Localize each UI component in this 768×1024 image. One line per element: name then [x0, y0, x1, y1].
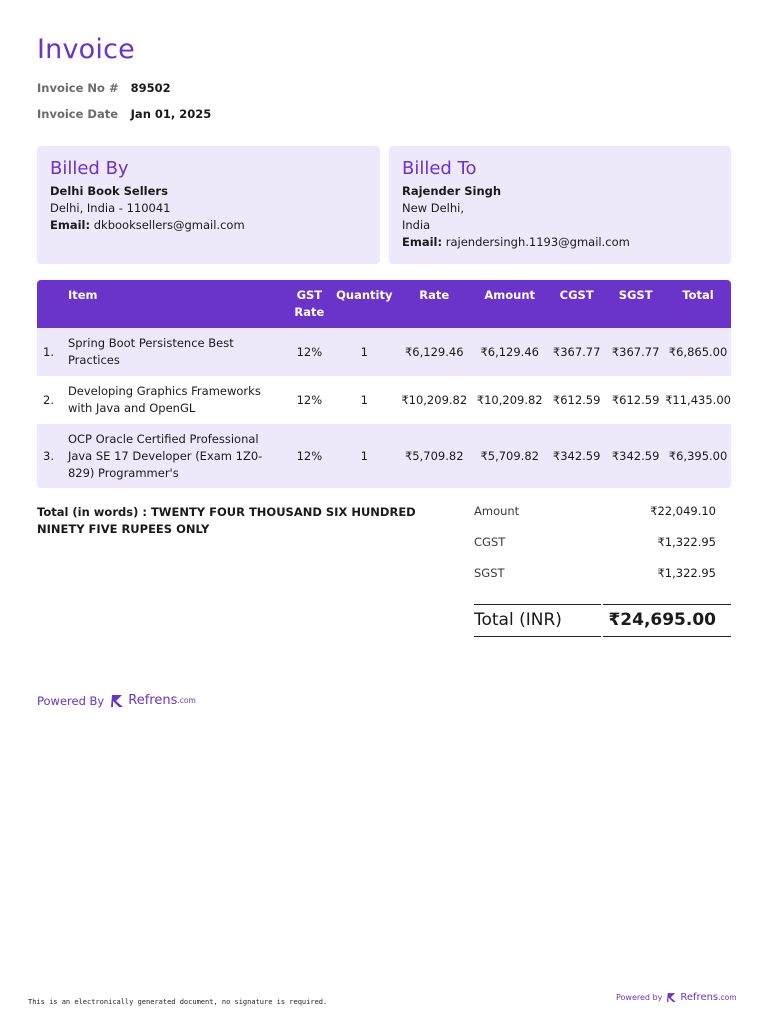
row-quantity: 1: [360, 392, 368, 407]
invoice-number-label: Invoice No #: [37, 81, 119, 95]
row-rate: ₹6,129.46: [404, 344, 464, 359]
billed-by-email: dkbooksellers@gmail.com: [93, 218, 245, 232]
summary-sgst-label: SGST: [474, 566, 505, 580]
footer-refrens-logo: [667, 992, 736, 1003]
row-cgst: ₹342.59: [552, 448, 601, 463]
row-amount: ₹5,709.82: [480, 448, 539, 463]
invoice-date-row: [37, 107, 211, 121]
billed-by-email-row: [50, 217, 367, 234]
grand-total-row: [474, 610, 716, 630]
billed-to-email-row: [402, 234, 718, 251]
row-rate: ₹10,209.82: [401, 392, 468, 407]
billed-by-email-label: Email:: [50, 218, 91, 232]
row-item-line1: Developing Graphics Frameworks: [67, 384, 261, 398]
billed-by-heading: Billed By: [50, 158, 129, 179]
footer-note: This is an electronically generated document, no signature is required.: [28, 998, 328, 1006]
refrens-logo: [111, 693, 196, 708]
row-item-line2: Practices: [67, 353, 120, 367]
invoice-number-row: [37, 81, 171, 95]
row-gst-rate: 12%: [296, 344, 323, 359]
summary-amount-label: Amount: [474, 504, 520, 518]
refrens-logo-icon: [667, 992, 678, 1003]
billed-to-email: rajendersingh.1193@gmail.com: [445, 235, 630, 249]
billed-by-address: Delhi, India - 110041: [50, 201, 171, 215]
billed-to-heading: Billed To: [402, 158, 477, 179]
grand-total-divider: [474, 604, 601, 605]
table-row: [37, 328, 731, 376]
header-rate: Rate: [419, 288, 450, 302]
row-item-line1: OCP Oracle Certified Professional: [67, 431, 259, 446]
billed-by-panel: [37, 146, 380, 264]
header-gst-rate-line2: Rate: [294, 305, 325, 319]
invoice-date-value: Jan 01, 2025: [130, 107, 212, 121]
billed-by-name: Delhi Book Sellers: [50, 184, 168, 198]
powered-by-badge[interactable]: [37, 693, 196, 708]
grand-total-divider: [474, 636, 601, 637]
row-sgst: ₹342.59: [611, 448, 660, 463]
grand-total-label: Total (INR): [474, 610, 562, 630]
row-total: ₹6,865.00: [668, 344, 728, 359]
billed-to-email-label: Email:: [402, 235, 443, 249]
footer-brand-name: Refrens: [680, 992, 719, 1003]
table-header-row: [37, 280, 731, 328]
summary-sgst-row: [474, 566, 716, 580]
summary-sgst-value: ₹1,322.95: [657, 566, 716, 580]
total-in-words: Total (in words) : TWENTY FOUR THOUSAND SIX HUNDRED NINETY FIVE RUPEES ONLY: [37, 505, 416, 536]
row-number: 3.: [43, 448, 54, 463]
header-amount: Amount: [484, 288, 536, 302]
row-cgst: ₹367.77: [552, 344, 601, 359]
header-gst-rate: [286, 280, 332, 328]
row-quantity: 1: [360, 344, 368, 359]
billed-to-panel: [389, 146, 731, 264]
row-amount: ₹6,129.46: [480, 344, 539, 359]
brand-name: Refrens: [128, 693, 178, 708]
grand-total-value: ₹24,695.00: [608, 610, 716, 630]
row-gst-rate: 12%: [296, 448, 323, 463]
header-number: [37, 280, 68, 328]
row-item: [68, 424, 286, 488]
header-quantity: Quantity: [336, 288, 393, 302]
invoice-title: Invoice: [37, 34, 135, 65]
row-item: [68, 328, 286, 376]
row-amount: ₹10,209.82: [476, 392, 543, 407]
summary-cgst-value: ₹1,322.95: [657, 535, 716, 549]
invoice-number-value: 89502: [130, 81, 171, 95]
row-item-line1: Spring Boot Persistence Best: [67, 336, 234, 350]
invoice-date-label: Invoice Date: [37, 107, 119, 121]
powered-by-label: Powered By: [37, 693, 105, 708]
row-total: ₹6,395.00: [668, 448, 728, 463]
row-gst-rate: 12%: [296, 392, 323, 407]
row-quantity: 1: [360, 448, 368, 463]
table-row: [37, 424, 731, 488]
row-sgst: ₹612.59: [611, 392, 660, 407]
row-sgst: ₹367.77: [611, 344, 660, 359]
row-item-line2: Java SE 17 Developer (Exam 1Z0-: [67, 448, 263, 463]
brand-suffix: .com: [177, 696, 196, 705]
grand-total-divider: [603, 604, 731, 605]
billed-to-address-line2: India: [402, 218, 431, 232]
table-row: [37, 376, 731, 424]
row-total: ₹11,435.00: [665, 392, 731, 407]
row-item-line3: 829) Programmer's: [67, 465, 179, 480]
header-gst-rate-line1: GST: [296, 288, 323, 302]
refrens-logo-icon: [111, 694, 126, 708]
row-item: [68, 376, 286, 424]
header-item: Item: [67, 288, 98, 302]
footer-powered-by[interactable]: [616, 992, 737, 1003]
items-table: [37, 280, 731, 488]
footer-powered-by-label: Powered by: [616, 993, 663, 1002]
summary-cgst-label: CGST: [474, 535, 506, 549]
header-cgst: CGST: [559, 288, 594, 302]
billed-to-address-line1: New Delhi,: [402, 201, 465, 215]
header-sgst: SGST: [618, 288, 653, 302]
row-item-line2: with Java and OpenGL: [67, 401, 196, 415]
summary-cgst-row: [474, 535, 716, 549]
summary-amount-row: [474, 504, 716, 518]
summary-amount-value: ₹22,049.10: [650, 504, 716, 518]
row-rate: ₹5,709.82: [404, 448, 464, 463]
row-cgst: ₹612.59: [552, 392, 601, 407]
billed-to-name: Rajender Singh: [402, 184, 502, 198]
header-total: Total: [682, 288, 714, 302]
row-number: 1.: [43, 344, 54, 359]
footer-brand-suffix: .com: [718, 993, 737, 1002]
row-number: 2.: [43, 392, 54, 407]
grand-total-divider: [603, 636, 731, 637]
